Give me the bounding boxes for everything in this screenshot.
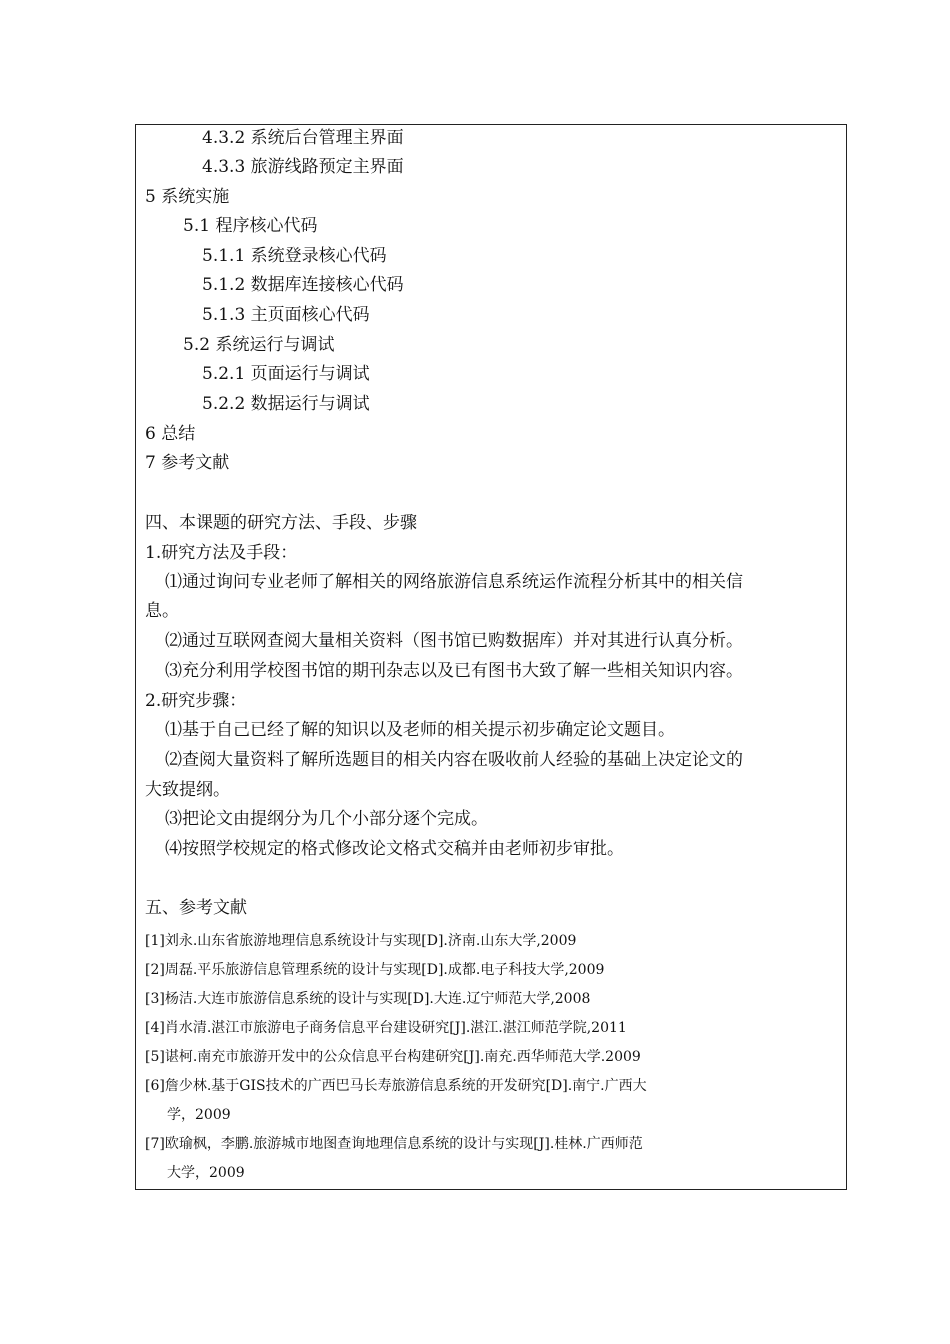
section-heading-references: 五、参考文献: [145, 898, 247, 918]
method-item-3: ⑶充分利用学校图书馆的期刊杂志以及已有图书大致了解一些相关知识内容。: [165, 661, 743, 681]
reference-item-3: [3]杨洁.大连市旅游信息系统的设计与实现[D].大连.辽宁师范大学,2008: [145, 991, 591, 1007]
step-item-1: ⑴基于自己已经了解的知识以及老师的相关提示初步确定论文题目。: [165, 720, 675, 740]
toc-item-6: 6 总结: [145, 424, 196, 444]
toc-item-5-1: 5.1 程序核心代码: [183, 216, 318, 236]
reference-item-6-continued: 学，2009: [167, 1107, 231, 1123]
reference-item-5: [5]谌柯.南充市旅游开发中的公众信息平台构建研究[J].南充.西华师范大学.2009: [145, 1049, 641, 1065]
step-item-2-continued: 大致提纲。: [145, 780, 230, 800]
subheading-research-steps: 2.研究步骤：: [145, 691, 247, 711]
reference-item-4: [4]肖水清.湛江市旅游电子商务信息平台建设研究[J].湛江.湛江师范学院,2011: [145, 1020, 627, 1036]
reference-item-7-continued: 大学，2009: [167, 1165, 245, 1181]
method-item-1-continued: 息。: [145, 601, 179, 621]
toc-item-5-1-1: 5.1.1 系统登录核心代码: [202, 246, 387, 266]
toc-item-5-2-2: 5.2.2 数据运行与调试: [202, 394, 370, 414]
section-heading-methods: 四、本课题的研究方法、手段、步骤: [145, 513, 417, 533]
toc-item-4-3-2: 4.3.2 系统后台管理主界面: [202, 128, 404, 148]
step-item-4: ⑷按照学校规定的格式修改论文格式交稿并由老师初步审批。: [165, 839, 624, 859]
toc-item-5-1-2: 5.1.2 数据库连接核心代码: [202, 275, 404, 295]
reference-item-2: [2]周磊.平乐旅游信息管理系统的设计与实现[D].成都.电子科技大学,2009: [145, 962, 605, 978]
toc-item-7: 7 参考文献: [145, 453, 230, 473]
reference-item-1: [1]刘永.山东省旅游地理信息系统设计与实现[D].济南.山东大学,2009: [145, 933, 577, 949]
toc-item-4-3-3: 4.3.3 旅游线路预定主界面: [202, 157, 404, 177]
subheading-methods-means: 1.研究方法及手段：: [145, 543, 298, 563]
reference-item-7: [7]欧瑜枫，李鹏.旅游城市地图查询地理信息系统的设计与实现[J].桂林.广西师范: [145, 1136, 643, 1152]
method-item-2: ⑵通过互联网查阅大量相关资料（图书馆已购数据库）并对其进行认真分析。: [165, 631, 743, 651]
step-item-2: ⑵查阅大量资料了解所选题目的相关内容在吸收前人经验的基础上决定论文的: [165, 750, 743, 770]
toc-item-5: 5 系统实施: [145, 187, 230, 207]
toc-item-5-2: 5.2 系统运行与调试: [183, 335, 335, 355]
toc-item-5-1-3: 5.1.3 主页面核心代码: [202, 305, 370, 325]
reference-item-6: [6]詹少林.基于GIS技术的广西巴马长寿旅游信息系统的开发研究[D].南宁.广西大: [145, 1078, 647, 1094]
method-item-1: ⑴通过询问专业老师了解相关的网络旅游信息系统运作流程分析其中的相关信: [165, 572, 743, 592]
step-item-3: ⑶把论文由提纲分为几个小部分逐个完成。: [165, 809, 488, 829]
toc-item-5-2-1: 5.2.1 页面运行与调试: [202, 364, 370, 384]
